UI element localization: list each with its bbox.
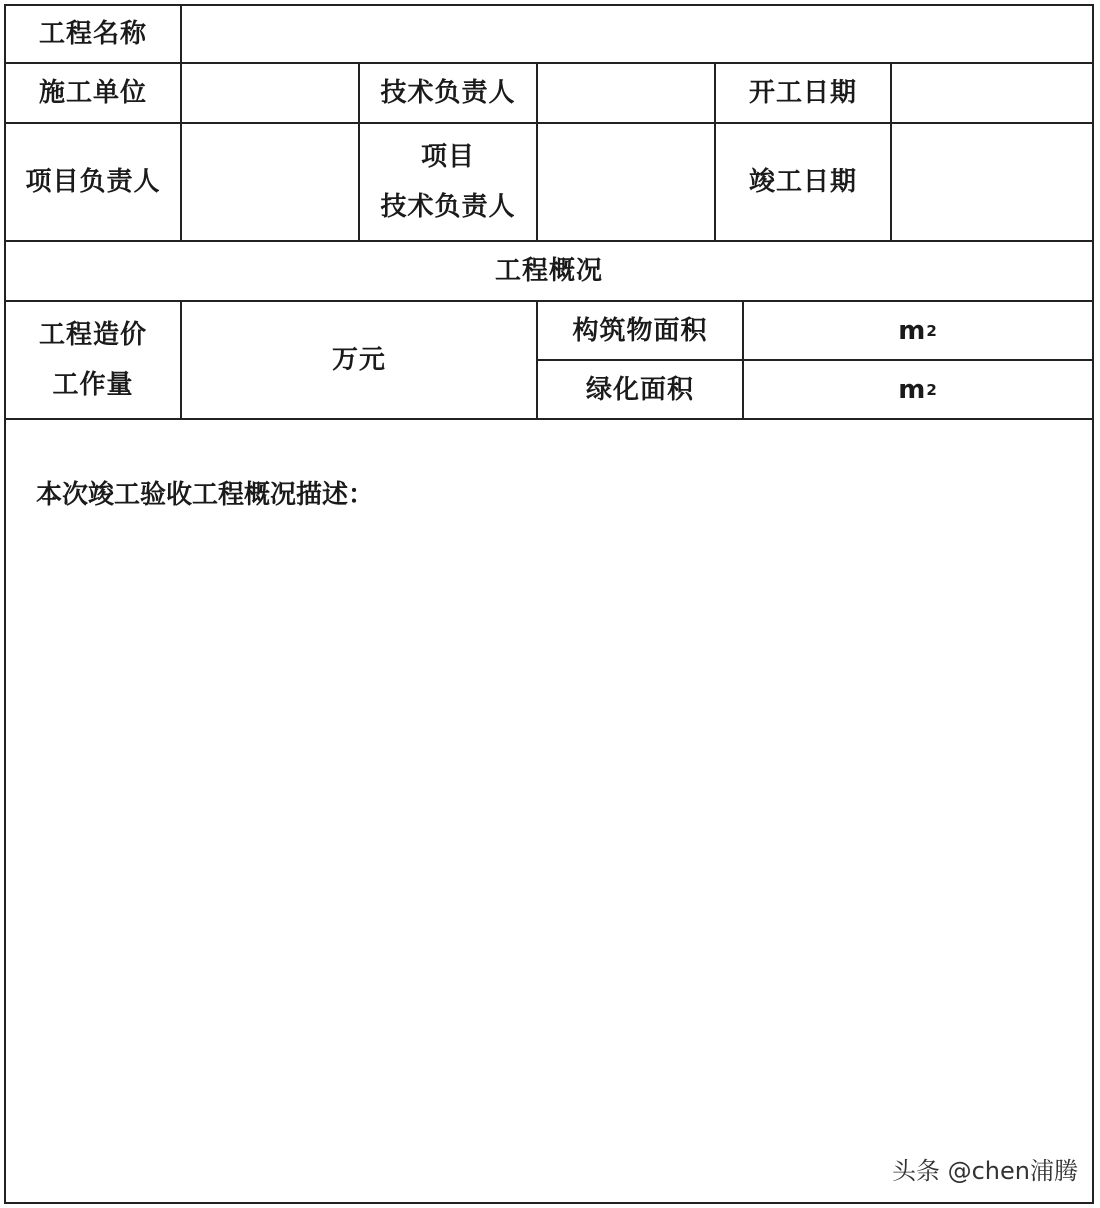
cost-label <box>6 302 180 418</box>
acceptance-form <box>4 4 1094 1204</box>
project-lead-field[interactable] <box>182 124 358 240</box>
project-name-label: 工程名称 <box>38 19 147 49</box>
green-area-unit: m <box>898 374 927 405</box>
start-date-label: 开工日期 <box>748 78 857 108</box>
green-area-label: 绿化面积 <box>585 374 694 405</box>
watermark: 头条 @chen浦腾 <box>891 1157 1078 1185</box>
cost-label-line1: 工程造价 <box>38 320 147 350</box>
structure-area-unit: m <box>898 315 927 346</box>
description-label: 本次竣工验收工程概况描述： <box>36 480 375 510</box>
green-area-field[interactable]: m 2 <box>744 361 1092 418</box>
construction-unit-label: 施工单位 <box>38 78 147 108</box>
start-date-field[interactable] <box>892 64 1092 122</box>
project-lead-label: 项目负责人 <box>25 167 161 197</box>
cost-label-line2: 工作量 <box>52 370 134 400</box>
cost-unit[interactable]: 万元 <box>331 345 386 375</box>
construction-unit-field[interactable] <box>182 64 358 122</box>
overview-header: 工程概况 <box>494 256 603 286</box>
structure-area-label: 构筑物面积 <box>572 315 708 346</box>
tech-lead-label: 技术负责人 <box>380 78 516 108</box>
description-area[interactable] <box>6 420 1092 1202</box>
project-tech-lead-label-line2: 技术负责人 <box>380 192 516 222</box>
completion-date-label: 竣工日期 <box>748 167 857 197</box>
project-tech-lead-field[interactable] <box>538 124 714 240</box>
project-tech-lead-label-line1: 项目 <box>420 142 475 172</box>
structure-area-field[interactable]: m 2 <box>744 302 1092 359</box>
completion-date-field[interactable] <box>892 124 1092 240</box>
project-name-field[interactable] <box>182 6 1092 62</box>
project-tech-lead-label <box>360 124 536 240</box>
tech-lead-field[interactable] <box>538 64 714 122</box>
